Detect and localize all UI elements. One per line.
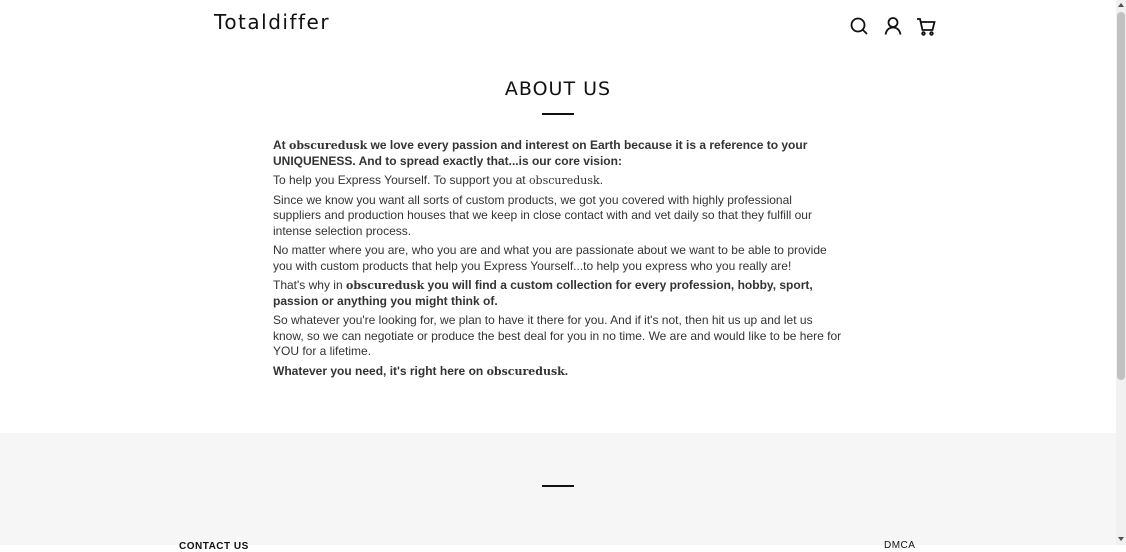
search-icon[interactable] [848,15,870,37]
scrollbar-thumb[interactable] [1117,12,1125,380]
brand-name: obscuredusk [528,174,600,187]
account-icon[interactable] [882,15,904,37]
brand-name: obscuredusk [486,364,565,378]
about-paragraph-closing [273,364,843,380]
text-segment: . [599,173,604,187]
about-paragraph-collection [273,278,843,309]
scroll-down-arrow-icon[interactable] [1118,537,1124,541]
about-paragraph-vision [273,138,843,169]
page-scrollbar[interactable] [1116,0,1126,545]
footer-contact-heading[interactable]: CONTACT US [179,541,249,552]
about-content [273,138,843,383]
text-segment: At [273,138,289,152]
page-title: ABOUT US [504,78,612,100]
about-paragraph-suppliers: Since we know you want all sorts of custom products, we got you covered with highly professional suppliers and production houses that we keep in close contact with and vet daily so that they fulfill our intense selection process. [273,192,812,238]
about-paragraph-passion: No matter where you are, who you are and what you are passionate about we want to be able to provide you with custom products that help you Express Yourself...to help you express who you really are! [273,243,827,273]
text-segment: you will find a custom collection for every profession, hobby, sport, passion or anything you might think of. [273,278,813,308]
cart-icon[interactable] [915,15,937,37]
text-segment: . [564,363,569,378]
footer-dmca-link[interactable]: DMCA [884,540,916,551]
footer-divider [542,485,574,487]
text-segment: we love every passion and interest on Earth because it is a reference to your UNIQUENESS. And to spread exactly that...is our core vision: [273,138,808,168]
brand-name: obscuredusk [289,139,368,152]
text-segment: To help you Express Yourself. To support you at [273,173,529,187]
about-paragraph-support [273,173,843,189]
site-footer [0,433,1116,552]
brand-name: obscuredusk [345,279,425,292]
text-segment: Whatever you need, it's right here on [273,363,487,378]
about-paragraph-deal: So whatever you're looking for, we plan to have it there for you. And if it's not, then hit us up and let us know, so we can negotiate or produce the best deal for you in no time. We are and would like to be here for YOU for a lifetime. [273,313,842,358]
site-logo[interactable]: Totaldiffer [214,10,331,34]
scroll-up-arrow-icon[interactable] [1118,3,1124,7]
text-segment: That's why in [273,278,346,292]
site-header [0,0,1116,52]
title-divider [542,113,574,115]
